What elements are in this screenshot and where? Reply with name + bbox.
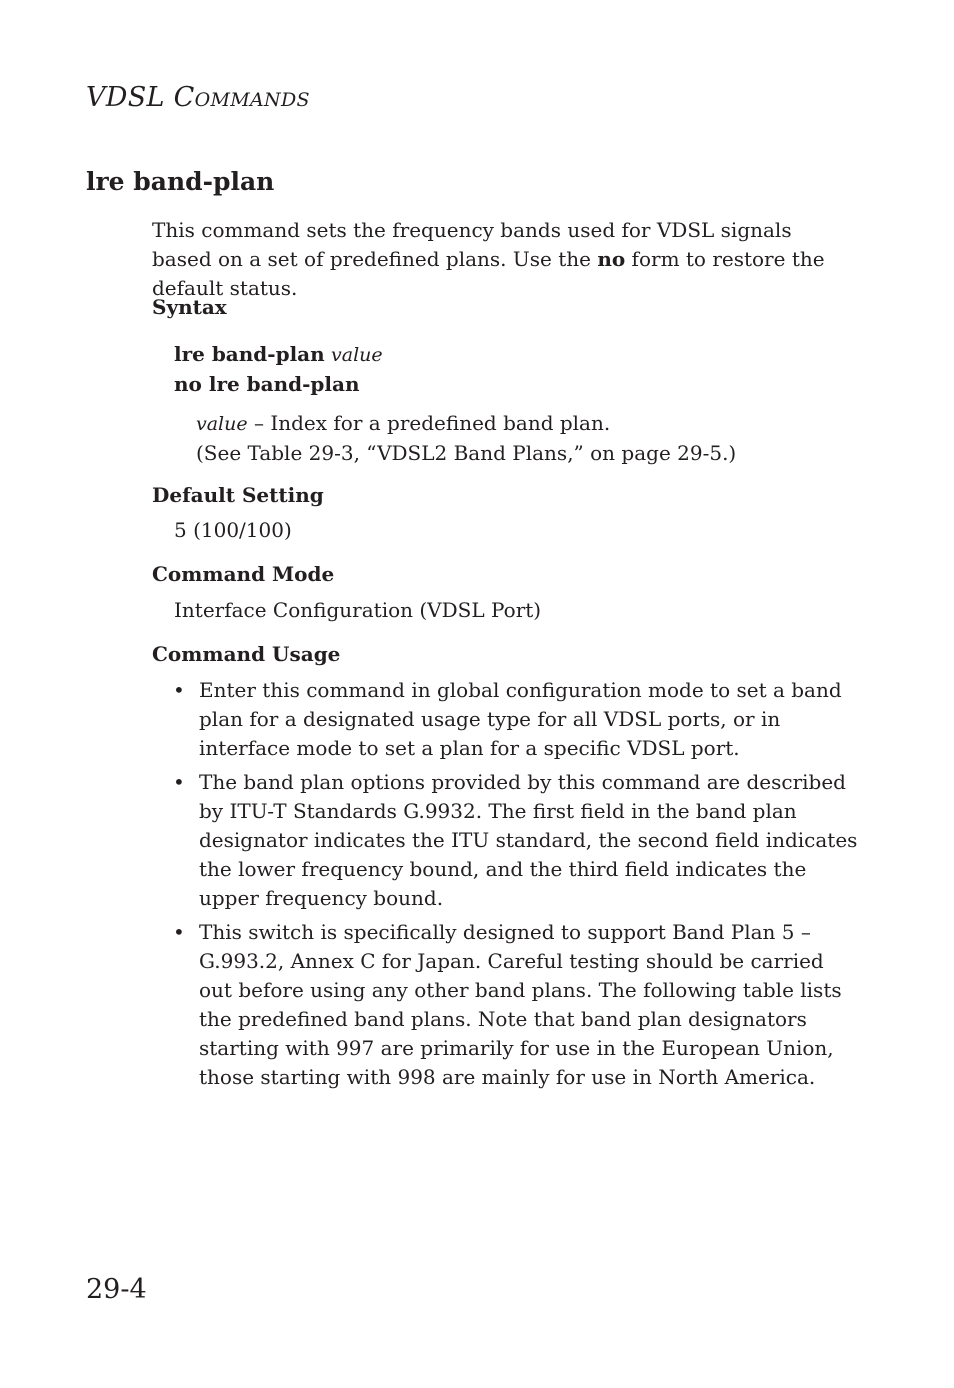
syntax-heading: Syntax bbox=[152, 295, 227, 319]
bullet-glyph: • bbox=[173, 920, 185, 944]
syntax-argument: value bbox=[331, 344, 383, 366]
list-item-text: The band plan options provided by this command are described by ITU-T Standards G.9932. The first field in the band plan designator indicates the ITU standard, the second field indicates the lower frequency bound, and the third field indicates the upper frequency bound. bbox=[199, 770, 858, 910]
syntax-line-1 bbox=[174, 340, 383, 370]
param-name: value bbox=[196, 413, 248, 435]
list-item bbox=[170, 676, 860, 763]
running-head-rest: OMMANDS bbox=[194, 89, 310, 111]
intro-keyword-no: no bbox=[597, 247, 626, 271]
syntax-block bbox=[174, 340, 383, 399]
list-item-text: Enter this command in global configuration mode to set a band plan for a designated usage type for all VDSL ports, or in interface mode to set a plan for a specific VDSL port. bbox=[199, 678, 842, 760]
intro-text-before: This command sets the frequency bands used for VDSL signals based on a set of predefined plans. Use the bbox=[152, 218, 792, 271]
running-head bbox=[86, 82, 310, 116]
list-item-text: This switch is specifically designed to support Band Plan 5 – G.993.2, Annex C for Japan. Careful testing should be carried out before using any other band plans. The following table lists the predefined band plans. Note that band plan designators starting with 997 are primarily for use in the European Union, those starting with 998 are mainly for use in North America. bbox=[199, 920, 842, 1089]
syntax-line-2: no lre band-plan bbox=[174, 372, 360, 396]
default-setting-value: 5 (100/100) bbox=[174, 518, 292, 542]
syntax-command: lre band-plan bbox=[174, 342, 325, 366]
command-usage-list bbox=[170, 676, 860, 1097]
intro-paragraph bbox=[152, 216, 852, 303]
command-mode-heading: Command Mode bbox=[152, 562, 335, 586]
command-mode-value: Interface Configuration (VDSL Port) bbox=[174, 598, 542, 622]
default-setting-heading: Default Setting bbox=[152, 483, 324, 507]
page-title: lre band-plan bbox=[86, 167, 275, 196]
param-line bbox=[196, 409, 736, 439]
list-item bbox=[170, 918, 860, 1092]
param-desc: – Index for a predefined band plan. bbox=[247, 411, 611, 435]
parameter-description bbox=[196, 409, 736, 468]
page-number: 29-4 bbox=[86, 1274, 147, 1305]
param-reference: (See Table 29-3, “VDSL2 Band Plans,” on page 29-5.) bbox=[196, 441, 737, 465]
command-usage-heading: Command Usage bbox=[152, 642, 341, 666]
intro-text-after: form to restore the default status. bbox=[152, 247, 825, 300]
bullet-glyph: • bbox=[173, 678, 185, 702]
bullet-glyph: • bbox=[173, 770, 185, 794]
running-head-initial: VDSL C bbox=[86, 82, 195, 113]
list-item bbox=[170, 768, 860, 913]
